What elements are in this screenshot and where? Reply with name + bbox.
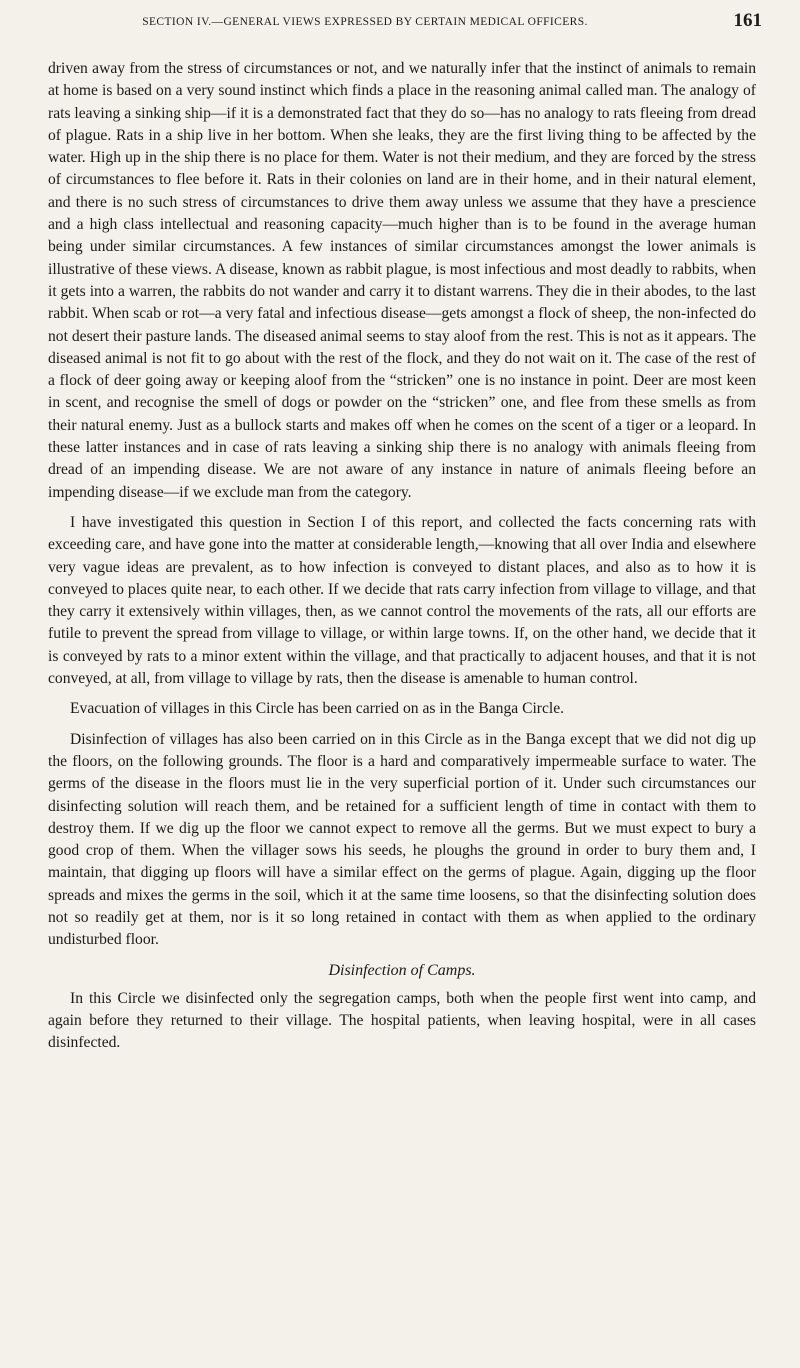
paragraph-disinfection-camps: In this Circle we disinfected only the segregation camps, both when the people first went into camp, and again before they returned to their village. The hospital patients, when leaving hospital, were in all cases disinfected.	[48, 989, 756, 1052]
section-heading: Disinfection of Camps.	[328, 961, 476, 979]
body-text	[48, 58, 756, 1055]
paragraph-disinfection-villages: Disinfection of villages has also been carried on in this Circle as in the Banga except that we did not dig up the floors, on the following grounds. The floor is a hard and comparatively impermeable surface to water. The germs of the disease in the floors must lie in the very superficial portion of it. Under such circumstances our disinfecting solution will reach them, and be retained for a sufficient length of time in contact with them to destroy them. If we dig up the floor we cannot expect to remove all the germs. But we must expect to bury a good crop of them. When the villager sows his seeds, he ploughs the ground in order to bury them and, I maintain, that digging up floors will have a similar effect on the germs of plague. Again, digging up the floor spreads and mixes the germs in the soil, which it at the same time loosens, so that the disinfecting solution does not so readily get at them, nor is it so long retained in contact with them as when applied to the ordinary undisturbed floor.	[48, 730, 756, 949]
paragraph-investigation: I have investigated this question in Section I of this report, and collected the facts concerning rats with exceeding care, and have gone into the matter at considerable length,—knowing that all over India and elsewhere very vague ideas are prevalent, as to how infection is conveyed to distant places, and also as to how it is conveyed to places quite near, to each other. If we decide that rats carry infection from village to village, and that they carry it extensively within villages, then, as we cannot control the movements of the rats, all our efforts are futile to prevent the spread from village to village, or within large towns. If, on the other hand, we decide that it is conveyed by rats to a minor extent within the village, and that practically to adjacent houses, and that it is not conveyed, at all, from village to village by rats, then the disease is amenable to human control.	[48, 513, 756, 688]
paragraph-rats-analogy: driven away from the stress of circumstances or not, and we naturally infer that the instinct of animals to remain at home is based on a very sound instinct which finds a place in the reasoning animal called man. The analogy of rats leaving a sinking ship—if it is a demonstrated fact that they do so—has no analogy to rats fleeing from dread of plague. Rats in a ship live in her bottom. When she leaks, they are the first living thing to be affected by the water. High up in the ship there is no place for them. Water is not their medium, and they are forced by the stress of circumstances to flee before it. Rats in their colonies on land are in their home, and in their natural element, and there is no such stress of circumstances to drive them away unless we assume that they have a prescience and a high class intellectual and reasoning capacity—much higher than is to be found in the average human being under similar circumstances. A few instances of similar circumstances amongst the lower animals is illustrative of these views. A disease, known as rabbit plague, is most infectious and most deadly to rabbits, when it gets into a warren, the rabbits do not wander and carry it to distant warrens. They die in their abodes, to the last rabbit. When scab or rot—a very fatal and infectious disease—gets amongst a flock of sheep, the non-infected do not desert their pasture lands. The diseased animal seems to stay aloof from the rest. This is not as it appears. The diseased animal is not fit to go about with the rest of the flock, and they do not wait on it. The case of the rest of a flock of deer going away or keeping aloof from the “stricken” one is no instance in point. Deer are most keen in scent, and recognise the smell of dogs or powder on the “stricken” one, and flee from these smells as from their natural enemy. Just as a bullock starts and makes off when he comes on the scent of a tiger or a leopard. In these latter instances and in case of rats leaving a sinking ship there is no analogy with animals fleeing from dread of an impending disease. We are not aware of any instance in nature of animals fleeing before an impending disease—if we exclude man from the category.	[48, 60, 756, 501]
running-title: SECTION IV.—GENERAL VIEWS EXPRESSED BY CERTAIN MEDICAL OFFICERS.	[142, 16, 588, 28]
page-number: 161	[733, 10, 762, 31]
running-header	[38, 10, 762, 36]
paragraph-evacuation: Evacuation of villages in this Circle has been carried on as in the Banga Circle.	[70, 700, 565, 718]
